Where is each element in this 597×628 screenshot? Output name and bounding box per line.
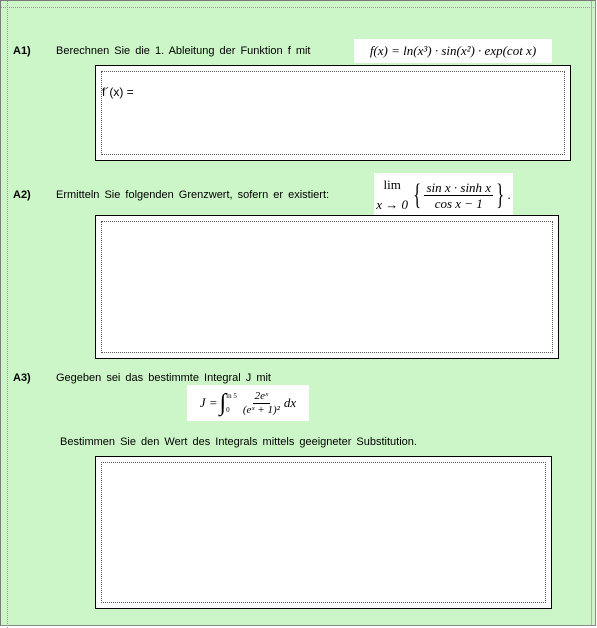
page-bottom-border (1, 625, 596, 626)
limit-operator (376, 175, 408, 215)
answer-box-2[interactable] (95, 215, 559, 359)
integral-lower-bound: 0 (226, 406, 230, 414)
margin-guide-left (7, 1, 8, 628)
question-1-text: Berechnen Sie die 1. Ableitung der Funktion f mit (56, 45, 311, 57)
integral-sign: ∫ (219, 390, 227, 416)
limit-subscript: x → 0 (376, 197, 409, 212)
question-2-text: Ermitteln Sie folgenden Grenzwert, sofern er existiert: (56, 189, 330, 201)
question-3-instruction: Bestimmen Sie den Wert des Integrals mittels geeigneter Substitution. (60, 436, 417, 448)
margin-guide-right (591, 1, 592, 626)
answer-prefix: f´(x) = (102, 85, 134, 99)
limit-fraction (424, 180, 493, 211)
limit-denominator: cos x − 1 (434, 195, 483, 211)
integrand-fraction (241, 390, 282, 417)
limit-lim: lim (383, 177, 401, 192)
integrand-numerator: 2eˣ (254, 389, 269, 402)
right-brace: } (496, 178, 505, 211)
page-right-border (595, 1, 596, 626)
integral-bounds (226, 389, 237, 417)
question-1-formula (354, 39, 552, 63)
answer-box-3-inner[interactable] (101, 462, 546, 603)
integral-dx: dx (283, 395, 297, 410)
question-1-label: A1) (13, 45, 31, 57)
question-3-label: A3) (13, 372, 31, 384)
question-3-formula (187, 385, 309, 421)
integrand-denominator: (eˣ + 1)² (242, 403, 280, 416)
question-2-label: A2) (13, 189, 31, 201)
limit-numerator: sin x · sinh x (426, 179, 492, 195)
integral-lhs: J = (199, 395, 218, 410)
question-2-formula (374, 173, 513, 217)
formula-period: . (507, 187, 511, 202)
margin-guide-top (1, 7, 597, 8)
answer-box-1-inner[interactable] (101, 71, 565, 155)
question-1-formula-text: f(x) = ln(x³) · sin(x²) · exp(cot x) (369, 43, 537, 58)
answer-box-2-inner[interactable] (101, 221, 553, 353)
integral-upper-bound: ln 5 (226, 392, 237, 400)
left-brace: { (413, 178, 422, 211)
answer-box-1[interactable] (95, 65, 571, 161)
question-3-text: Gegeben sei das bestimmte Integral J mit (56, 372, 271, 384)
answer-box-3[interactable] (95, 456, 552, 609)
